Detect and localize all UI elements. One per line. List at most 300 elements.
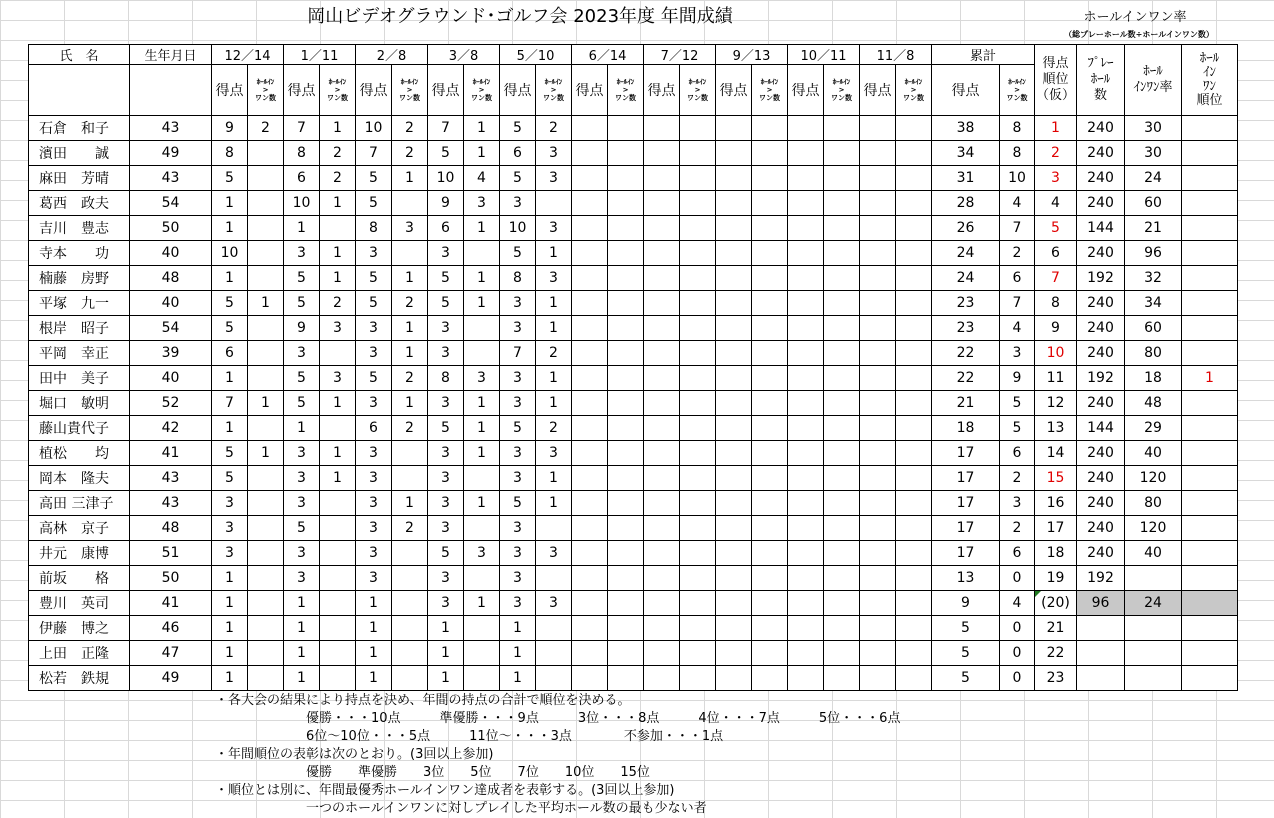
date-header: 5／10 xyxy=(500,45,572,65)
event-points xyxy=(644,491,680,516)
event-points: 1 xyxy=(500,641,536,666)
event-hio-count: 1 xyxy=(248,391,284,416)
event-points: 7 xyxy=(500,341,536,366)
play-holes: 240 xyxy=(1077,316,1125,341)
event-points: 5 xyxy=(212,166,248,191)
event-points: 8 xyxy=(500,266,536,291)
event-points: 5 xyxy=(212,316,248,341)
event-points: 1 xyxy=(356,666,392,691)
total-points: 23 xyxy=(932,316,1000,341)
date-header: 6／14 xyxy=(572,45,644,65)
event-hio-count: 1 xyxy=(248,441,284,466)
event-hio-count xyxy=(680,466,716,491)
event-points: 1 xyxy=(212,216,248,241)
event-points xyxy=(860,491,896,516)
rank: 2 xyxy=(1035,141,1077,166)
event-hio-count xyxy=(680,516,716,541)
player-row xyxy=(29,541,1238,566)
play-holes: 240 xyxy=(1077,141,1125,166)
hio-rate: 48 xyxy=(1125,391,1182,416)
event-hio-count xyxy=(824,116,860,141)
event-hio-count: 1 xyxy=(464,591,500,616)
play-holes-header xyxy=(1077,45,1125,116)
play-holes: 96 xyxy=(1077,591,1125,616)
date-header: 12／14 xyxy=(212,45,284,65)
hio-count-subheader-line: ワン数 xyxy=(543,94,564,102)
hio-count-subheader-line: ワン数 xyxy=(1006,94,1028,102)
total-points: 24 xyxy=(932,241,1000,266)
event-points: 1 xyxy=(212,591,248,616)
event-hio-count xyxy=(824,591,860,616)
player-row xyxy=(29,491,1238,516)
event-points xyxy=(716,641,752,666)
event-hio-count xyxy=(752,266,788,291)
total-hio: 2 xyxy=(1000,516,1035,541)
event-hio-count xyxy=(248,366,284,391)
total-hio: 6 xyxy=(1000,441,1035,466)
total-points: 23 xyxy=(932,291,1000,316)
rank: 3 xyxy=(1035,166,1077,191)
event-points xyxy=(716,316,752,341)
event-points: 7 xyxy=(356,141,392,166)
event-points xyxy=(860,591,896,616)
event-points: 1 xyxy=(356,616,392,641)
points-subheader: 得点 xyxy=(860,65,896,116)
event-points: 3 xyxy=(500,316,536,341)
event-points: 1 xyxy=(356,591,392,616)
event-points: 5 xyxy=(500,416,536,441)
rank: 7 xyxy=(1035,266,1077,291)
hio-count-subheader-line: ワン数 xyxy=(399,94,420,102)
event-points: 3 xyxy=(428,341,464,366)
event-points xyxy=(644,191,680,216)
event-hio-count: 1 xyxy=(464,216,500,241)
event-hio-count xyxy=(248,516,284,541)
event-hio-count xyxy=(608,266,644,291)
play-holes: 240 xyxy=(1077,241,1125,266)
event-hio-count xyxy=(248,666,284,691)
event-points xyxy=(644,141,680,166)
rank: 22 xyxy=(1035,641,1077,666)
event-hio-count xyxy=(752,241,788,266)
player-name: 岡本 隆夫 xyxy=(29,466,130,491)
event-hio-count xyxy=(680,241,716,266)
player-name: 上田 正隆 xyxy=(29,641,130,666)
hio-count-subheader-line: ﾎｰﾙｲﾝ xyxy=(832,78,851,86)
event-hio-count: 2 xyxy=(392,416,428,441)
total-points: 28 xyxy=(932,191,1000,216)
event-hio-count xyxy=(896,116,932,141)
event-hio-count xyxy=(752,291,788,316)
play-holes xyxy=(1077,666,1125,691)
total-points: 17 xyxy=(932,516,1000,541)
event-hio-count xyxy=(896,566,932,591)
event-hio-count: 1 xyxy=(392,391,428,416)
event-hio-count xyxy=(608,341,644,366)
player-row xyxy=(29,291,1238,316)
event-hio-count xyxy=(680,566,716,591)
player-row xyxy=(29,516,1238,541)
event-points xyxy=(644,291,680,316)
event-points: 1 xyxy=(212,191,248,216)
event-points xyxy=(788,491,824,516)
total-hio: 7 xyxy=(1000,216,1035,241)
hio-rank xyxy=(1182,291,1238,316)
event-hio-count xyxy=(680,141,716,166)
event-points: 5 xyxy=(500,491,536,516)
event-hio-count xyxy=(824,541,860,566)
event-hio-count xyxy=(248,191,284,216)
event-points: 1 xyxy=(284,641,320,666)
event-hio-count xyxy=(248,416,284,441)
event-points xyxy=(788,466,824,491)
event-points: 1 xyxy=(212,416,248,441)
event-hio-count xyxy=(680,166,716,191)
total-hio: 6 xyxy=(1000,541,1035,566)
hio-rate: 34 xyxy=(1125,291,1182,316)
event-hio-count xyxy=(464,316,500,341)
event-hio-count xyxy=(248,566,284,591)
event-points: 5 xyxy=(212,291,248,316)
rank: 13 xyxy=(1035,416,1077,441)
event-hio-count xyxy=(608,316,644,341)
total-hio: 0 xyxy=(1000,566,1035,591)
event-points xyxy=(788,341,824,366)
rule-note-line: ・順位とは別に、年間最優秀ホールインワン達成者を表彰する。(3回以上参加) xyxy=(215,783,675,798)
event-points: 5 xyxy=(284,266,320,291)
event-points: 5 xyxy=(284,516,320,541)
event-points: 5 xyxy=(428,416,464,441)
event-hio-count: 1 xyxy=(536,241,572,266)
event-hio-count: 2 xyxy=(320,166,356,191)
hio-rate: 21 xyxy=(1125,216,1182,241)
event-points: 3 xyxy=(356,466,392,491)
event-points: 5 xyxy=(356,191,392,216)
event-hio-count xyxy=(896,391,932,416)
event-hio-count xyxy=(752,216,788,241)
player-age: 42 xyxy=(130,416,212,441)
play-holes xyxy=(1077,616,1125,641)
event-hio-count xyxy=(320,541,356,566)
total-points: 22 xyxy=(932,366,1000,391)
play-holes-header-line: 数 xyxy=(1093,88,1107,103)
player-name: 楠藤 房野 xyxy=(29,266,130,291)
hio-count-subheader-line: ワン数 xyxy=(471,94,492,102)
total-points: 13 xyxy=(932,566,1000,591)
event-hio-count xyxy=(248,541,284,566)
rule-note-line: 優勝・・・10点 準優勝・・・9点 3位・・・8点 4位・・・7点 5位・・・6点 xyxy=(215,711,901,726)
event-hio-count xyxy=(392,591,428,616)
name-header-blank xyxy=(29,65,130,116)
event-points: 3 xyxy=(428,591,464,616)
rank-header-line: 得点 xyxy=(1042,56,1069,71)
event-points: 5 xyxy=(428,541,464,566)
total-hio: 7 xyxy=(1000,291,1035,316)
player-age: 43 xyxy=(130,491,212,516)
event-points: 1 xyxy=(212,641,248,666)
total-hio: 4 xyxy=(1000,316,1035,341)
player-row xyxy=(29,191,1238,216)
event-hio-count xyxy=(896,166,932,191)
event-hio-count: 1 xyxy=(464,416,500,441)
player-age: 51 xyxy=(130,541,212,566)
event-hio-count: 1 xyxy=(536,291,572,316)
event-hio-count: 3 xyxy=(536,266,572,291)
event-hio-count xyxy=(248,266,284,291)
player-row xyxy=(29,316,1238,341)
event-points xyxy=(788,166,824,191)
hio-count-subheader-line: ワン数 xyxy=(903,94,924,102)
event-points: 1 xyxy=(212,266,248,291)
event-hio-count xyxy=(248,166,284,191)
total-points: 38 xyxy=(932,116,1000,141)
play-holes: 240 xyxy=(1077,541,1125,566)
event-hio-count xyxy=(824,266,860,291)
total-hio: 3 xyxy=(1000,341,1035,366)
play-holes: 192 xyxy=(1077,566,1125,591)
event-hio-count xyxy=(680,291,716,316)
event-hio-count xyxy=(608,516,644,541)
play-holes: 240 xyxy=(1077,516,1125,541)
event-hio-count: 1 xyxy=(464,266,500,291)
event-points xyxy=(860,641,896,666)
points-subheader: 得点 xyxy=(716,65,752,116)
rule-note-line: 一つのホールインワンに対しプレイした平均ホール数の最も少ない者 xyxy=(215,801,707,816)
event-points xyxy=(860,616,896,641)
event-points: 8 xyxy=(284,141,320,166)
play-holes: 144 xyxy=(1077,416,1125,441)
event-points xyxy=(572,116,608,141)
player-name: 前坂 格 xyxy=(29,566,130,591)
event-hio-count: 1 xyxy=(464,491,500,516)
event-hio-count: 2 xyxy=(536,416,572,441)
event-hio-count xyxy=(824,191,860,216)
event-hio-count xyxy=(536,641,572,666)
event-hio-count xyxy=(248,316,284,341)
hio-rank-header xyxy=(1182,45,1238,116)
hio-count-subheader xyxy=(320,65,356,116)
event-hio-count xyxy=(896,466,932,491)
event-hio-count xyxy=(896,216,932,241)
event-points: 3 xyxy=(428,241,464,266)
event-hio-count: 3 xyxy=(536,541,572,566)
player-name: 平塚 九一 xyxy=(29,291,130,316)
event-hio-count xyxy=(824,216,860,241)
event-points xyxy=(644,341,680,366)
event-hio-count xyxy=(752,416,788,441)
event-hio-count xyxy=(896,541,932,566)
hio-rank xyxy=(1182,441,1238,466)
event-points: 8 xyxy=(356,216,392,241)
player-name: 松若 鉄規 xyxy=(29,666,130,691)
event-hio-count xyxy=(824,291,860,316)
event-points xyxy=(716,166,752,191)
play-holes: 240 xyxy=(1077,291,1125,316)
rank: 14 xyxy=(1035,441,1077,466)
event-points: 3 xyxy=(284,466,320,491)
event-points xyxy=(572,341,608,366)
player-row xyxy=(29,116,1238,141)
event-hio-count: 1 xyxy=(464,291,500,316)
event-hio-count: 1 xyxy=(536,366,572,391)
event-hio-count xyxy=(680,116,716,141)
player-row xyxy=(29,266,1238,291)
event-points xyxy=(644,566,680,591)
hio-count-subheader-line: ﾎｰﾙｲﾝ xyxy=(760,78,779,86)
event-points: 5 xyxy=(356,291,392,316)
player-age: 47 xyxy=(130,641,212,666)
event-points: 1 xyxy=(428,666,464,691)
event-points: 5 xyxy=(284,291,320,316)
event-points: 3 xyxy=(428,391,464,416)
event-hio-count xyxy=(464,241,500,266)
hio-count-subheader-line: > xyxy=(262,86,269,94)
event-points xyxy=(644,641,680,666)
rules-notes xyxy=(215,692,900,818)
event-hio-count xyxy=(392,666,428,691)
play-holes: 240 xyxy=(1077,341,1125,366)
hio-rate-header xyxy=(1125,45,1182,116)
event-hio-count xyxy=(680,616,716,641)
hio-rate: 24 xyxy=(1125,591,1182,616)
hio-rank xyxy=(1182,616,1238,641)
event-points: 6 xyxy=(284,166,320,191)
event-points xyxy=(572,616,608,641)
event-hio-count xyxy=(320,491,356,516)
points-subheader: 得点 xyxy=(572,65,608,116)
event-points xyxy=(788,391,824,416)
event-hio-count: 3 xyxy=(320,366,356,391)
event-hio-count xyxy=(752,616,788,641)
event-points xyxy=(644,241,680,266)
event-hio-count xyxy=(896,316,932,341)
event-points xyxy=(716,591,752,616)
hio-count-subheader xyxy=(248,65,284,116)
hio-rate: 24 xyxy=(1125,166,1182,191)
event-hio-count xyxy=(608,666,644,691)
event-points xyxy=(788,141,824,166)
event-points: 10 xyxy=(356,116,392,141)
hio-rate: 96 xyxy=(1125,241,1182,266)
event-hio-count xyxy=(752,491,788,516)
total-hio: 8 xyxy=(1000,116,1035,141)
points-subheader: 得点 xyxy=(932,65,1000,116)
event-hio-count xyxy=(680,266,716,291)
event-hio-count: 1 xyxy=(392,341,428,366)
rank: 6 xyxy=(1035,241,1077,266)
player-row xyxy=(29,166,1238,191)
event-points xyxy=(572,391,608,416)
player-age: 40 xyxy=(130,291,212,316)
event-points xyxy=(572,216,608,241)
event-points xyxy=(788,116,824,141)
event-hio-count xyxy=(680,341,716,366)
play-holes: 192 xyxy=(1077,266,1125,291)
event-hio-count xyxy=(680,541,716,566)
event-points xyxy=(788,616,824,641)
event-hio-count xyxy=(680,666,716,691)
event-hio-count xyxy=(824,366,860,391)
event-points xyxy=(716,241,752,266)
player-name: 吉川 豊志 xyxy=(29,216,130,241)
date-header: 2／8 xyxy=(356,45,428,65)
event-points: 3 xyxy=(284,566,320,591)
event-points: 5 xyxy=(356,366,392,391)
event-points xyxy=(860,216,896,241)
event-hio-count: 3 xyxy=(536,441,572,466)
event-hio-count xyxy=(464,666,500,691)
total-points: 17 xyxy=(932,491,1000,516)
event-points xyxy=(716,616,752,641)
event-points: 3 xyxy=(500,466,536,491)
event-points xyxy=(860,666,896,691)
event-points xyxy=(860,291,896,316)
hio-count-subheader-line: > xyxy=(406,86,413,94)
event-points xyxy=(788,266,824,291)
hio-rate-header-line: ｲﾝﾜﾝ率 xyxy=(1133,80,1173,95)
event-points xyxy=(788,516,824,541)
points-subheader: 得点 xyxy=(500,65,536,116)
rank: 23 xyxy=(1035,666,1077,691)
event-points xyxy=(572,491,608,516)
event-hio-count xyxy=(320,341,356,366)
hio-count-subheader xyxy=(608,65,644,116)
event-hio-count xyxy=(752,516,788,541)
event-points: 6 xyxy=(356,416,392,441)
event-points: 6 xyxy=(428,216,464,241)
player-row xyxy=(29,666,1238,691)
hio-rank-header-line: ｲﾝ xyxy=(1203,65,1216,80)
player-name: 根岸 昭子 xyxy=(29,316,130,341)
event-points: 6 xyxy=(212,341,248,366)
event-hio-count: 2 xyxy=(392,116,428,141)
hio-rank xyxy=(1182,116,1238,141)
player-age: 43 xyxy=(130,166,212,191)
event-hio-count xyxy=(248,591,284,616)
hio-count-subheader-line: > xyxy=(1014,86,1020,94)
hio-count-subheader xyxy=(680,65,716,116)
play-holes: 240 xyxy=(1077,166,1125,191)
event-points xyxy=(716,666,752,691)
event-hio-count: 3 xyxy=(464,366,500,391)
event-points xyxy=(860,541,896,566)
event-points: 3 xyxy=(500,591,536,616)
hio-count-subheader-line: > xyxy=(910,86,917,94)
event-points xyxy=(716,516,752,541)
event-points: 10 xyxy=(500,216,536,241)
hio-rank xyxy=(1182,466,1238,491)
hio-count-subheader xyxy=(1000,65,1035,116)
total-hio: 9 xyxy=(1000,366,1035,391)
event-hio-count: 1 xyxy=(536,316,572,341)
event-points xyxy=(572,291,608,316)
points-subheader: 得点 xyxy=(212,65,248,116)
event-points xyxy=(572,416,608,441)
event-hio-count: 1 xyxy=(248,291,284,316)
player-row xyxy=(29,466,1238,491)
event-points xyxy=(572,541,608,566)
hio-count-subheader-line: > xyxy=(838,86,845,94)
event-hio-count xyxy=(824,241,860,266)
event-points xyxy=(860,166,896,191)
event-points xyxy=(788,641,824,666)
date-header: 10／11 xyxy=(788,45,860,65)
event-points xyxy=(716,191,752,216)
total-hio: 5 xyxy=(1000,416,1035,441)
event-hio-count: 1 xyxy=(320,391,356,416)
event-hio-count xyxy=(608,566,644,591)
event-points xyxy=(716,116,752,141)
